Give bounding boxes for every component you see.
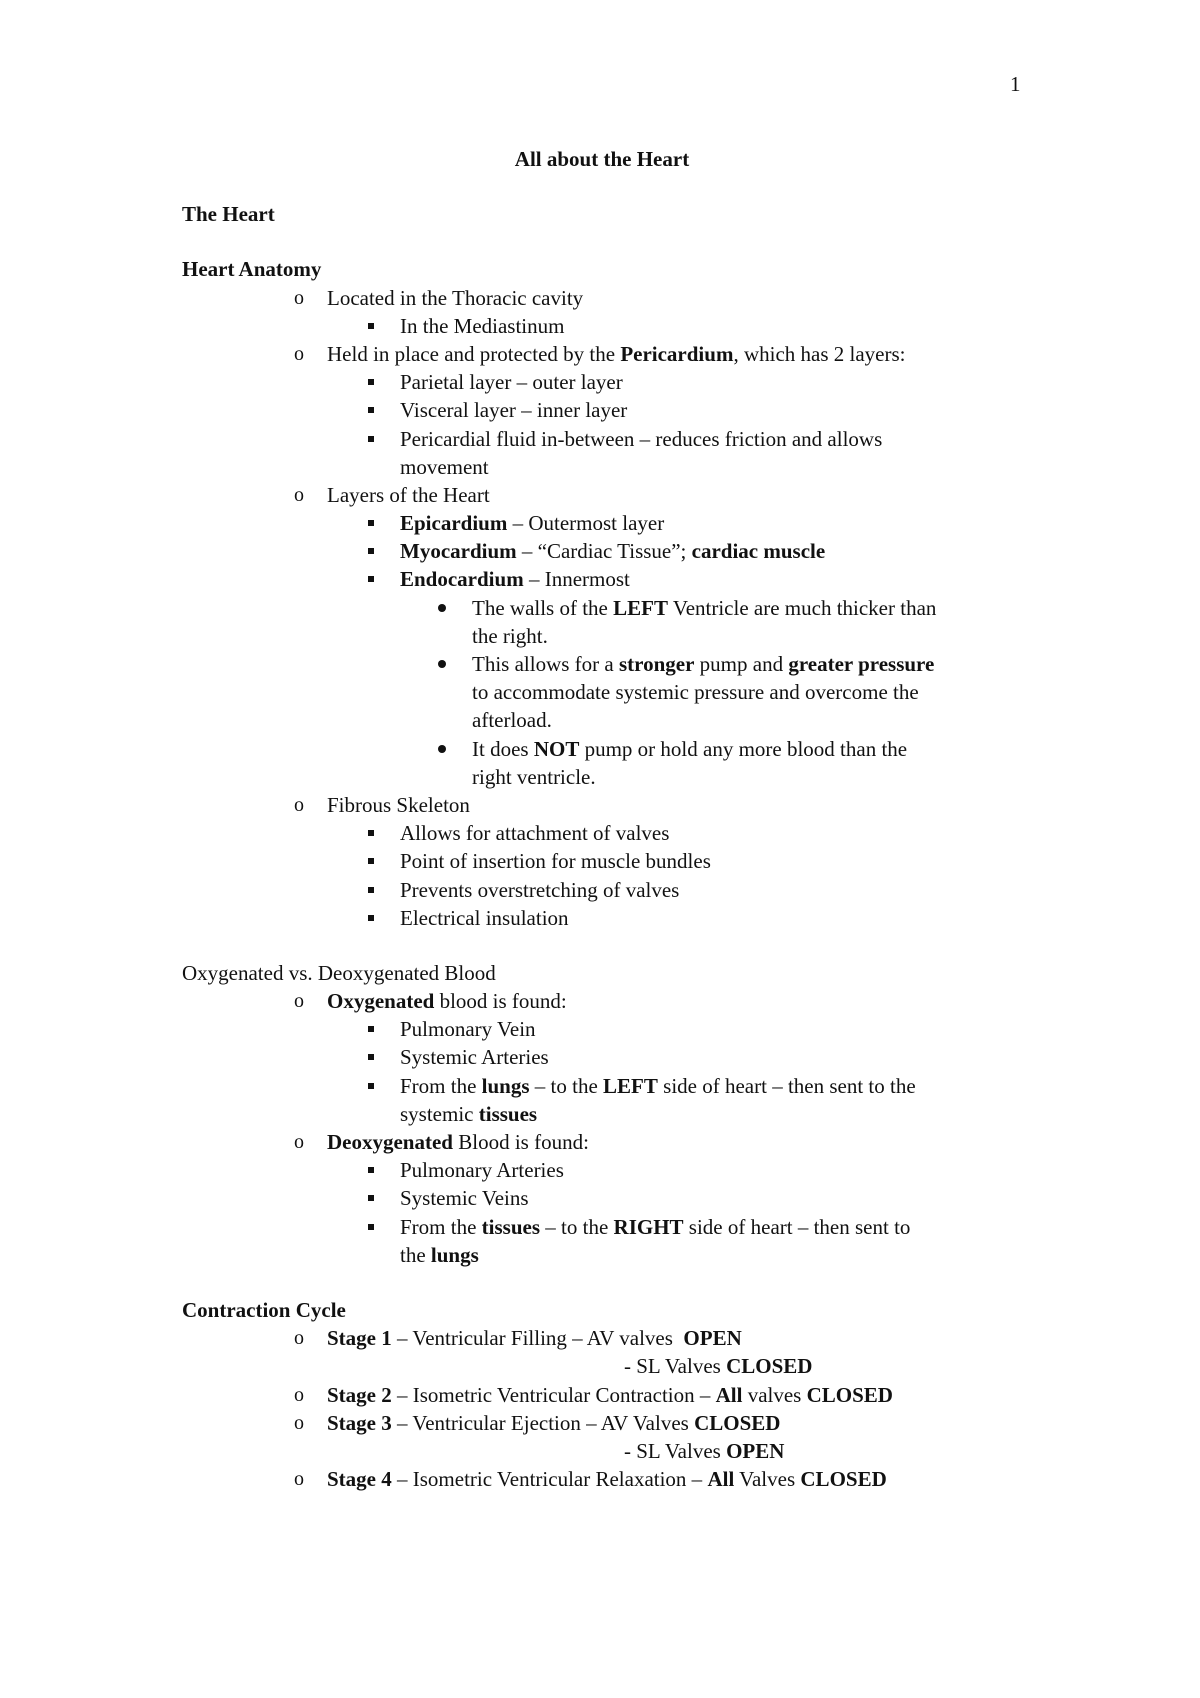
circle-bullet-icon: o: [294, 1468, 304, 1491]
list-item-text: Pulmonary Arteries: [400, 1158, 564, 1183]
round-bullet-icon: [438, 735, 446, 763]
list-item: [182, 1015, 1042, 1043]
square-bullet-icon: [368, 537, 374, 565]
list-item-text: Pericardial fluid in-between – reduces friction and allows: [400, 426, 883, 451]
document-body: [182, 145, 1042, 1493]
list-item: [182, 876, 1042, 904]
list-item: [182, 368, 1042, 396]
list-item-continuation: [182, 763, 1042, 791]
section-heading-blood: Oxygenated vs. Deoxygenated Blood: [182, 960, 496, 985]
list-item: [182, 819, 1042, 847]
list-item-text: afterload.: [472, 708, 552, 733]
circle-bullet-icon: o: [294, 1131, 304, 1153]
section-heading-contraction-cycle: Contraction Cycle: [182, 1297, 346, 1322]
list-item-text: systemic tissues: [400, 1101, 538, 1126]
list-item: [182, 1324, 1042, 1352]
circle-bullet-icon: o: [294, 990, 304, 1013]
square-bullet-icon: [368, 1156, 374, 1184]
list-item: [182, 1465, 1042, 1493]
list-item: [182, 396, 1042, 424]
list-item-continuation: [182, 706, 1042, 734]
list-item-text: Pulmonary Vein: [400, 1017, 536, 1042]
list-item-text: Stage 2 – Isometric Ventricular Contraction – All valves CLOSED: [327, 1382, 893, 1407]
list-item: [182, 1043, 1042, 1071]
list-item-text: Myocardium – “Cardiac Tissue”; cardiac muscle: [400, 539, 826, 564]
square-bullet-icon: [368, 819, 374, 847]
list-item-continuation: [182, 1352, 1042, 1380]
list-item: [182, 481, 1042, 509]
list-item: [182, 537, 1042, 565]
list-item: [182, 1156, 1042, 1184]
list-item-text: From the lungs – to the LEFT side of heart – then sent to the: [400, 1073, 916, 1098]
list-item: [182, 425, 1042, 453]
list-item: [182, 847, 1042, 875]
circle-bullet-icon: o: [294, 793, 304, 816]
list-item-text: - SL Valves CLOSED: [624, 1354, 813, 1379]
list-item-text: Stage 4 – Isometric Ventricular Relaxation – All Valves CLOSED: [327, 1467, 887, 1492]
list-item: [182, 1213, 1042, 1241]
circle-bullet-icon: o: [294, 342, 304, 365]
list-item-text: the right.: [472, 623, 548, 648]
list-item: [182, 1184, 1042, 1212]
list-item: [182, 735, 1042, 763]
page-title: All about the Heart: [514, 147, 690, 171]
list-item-text: This allows for a stronger pump and greater pressure: [472, 652, 935, 676]
list-item-text: Parietal layer – outer layer: [400, 370, 623, 395]
circle-bullet-icon: o: [294, 286, 304, 309]
list-item-text: Stage 1 – Ventricular Filling – AV valves OPEN: [327, 1326, 742, 1351]
list-item: [182, 509, 1042, 537]
list-item-text: - SL Valves OPEN: [624, 1438, 785, 1463]
square-bullet-icon: [368, 904, 374, 932]
list-item: [182, 284, 1042, 312]
list-item-continuation: [182, 1100, 1042, 1128]
square-bullet-icon: [368, 1184, 374, 1212]
square-bullet-icon: [368, 1043, 374, 1071]
list-item: [182, 650, 1042, 678]
list-item: [182, 904, 1042, 932]
list-item-text: Held in place and protected by the Pericardium, which has 2 layers:: [327, 341, 906, 366]
circle-bullet-icon: o: [294, 1411, 304, 1434]
list-item-text: movement: [400, 454, 489, 479]
list-item: [182, 987, 1042, 1015]
list-item-text: Epicardium – Outermost layer: [400, 511, 665, 536]
section-heading-the-heart: The Heart: [182, 202, 275, 227]
list-item-text: Oxygenated blood is found:: [327, 989, 567, 1014]
list-item-text: Prevents overstretching of valves: [400, 877, 680, 902]
list-item-text: The walls of the LEFT Ventricle are much thicker than: [472, 595, 937, 620]
list-item-text: Located in the Thoracic cavity: [327, 285, 584, 310]
page-number: 1: [1010, 72, 1021, 96]
list-item: [182, 340, 1042, 368]
list-item: [182, 594, 1042, 622]
list-item-continuation: [182, 453, 1042, 481]
list-item: [182, 565, 1042, 593]
list-item-text: Endocardium – Innermost: [400, 567, 630, 592]
square-bullet-icon: [368, 847, 374, 875]
list-item: [182, 1128, 1042, 1156]
list-item: [182, 1409, 1042, 1437]
square-bullet-icon: [368, 1015, 374, 1043]
square-bullet-icon: [368, 425, 374, 453]
list-item-text: In the Mediastinum: [400, 313, 565, 338]
circle-bullet-icon: o: [294, 1327, 304, 1350]
circle-bullet-icon: o: [294, 1383, 304, 1406]
list-item: [182, 1072, 1042, 1100]
list-item-text: Systemic Arteries: [400, 1045, 549, 1070]
section-heading-heart-anatomy: Heart Anatomy: [182, 257, 322, 282]
circle-bullet-icon: o: [294, 483, 304, 506]
list-item-text: Allows for attachment of valves: [400, 821, 670, 846]
square-bullet-icon: [368, 1213, 374, 1241]
list-item-text: Layers of the Heart: [327, 482, 490, 507]
square-bullet-icon: [368, 509, 374, 537]
list-item-text: the lungs: [400, 1242, 479, 1267]
list-item-continuation: [182, 678, 1042, 706]
list-item-text: Systemic Veins: [400, 1186, 529, 1211]
square-bullet-icon: [368, 368, 374, 396]
round-bullet-icon: [438, 594, 446, 622]
list-item-text: Visceral layer – inner layer: [400, 398, 628, 423]
square-bullet-icon: [368, 312, 374, 340]
round-bullet-icon: [438, 650, 446, 678]
list-item-text: right ventricle.: [472, 764, 596, 789]
list-item-continuation: [182, 1241, 1042, 1269]
square-bullet-icon: [368, 396, 374, 424]
list-item: [182, 791, 1042, 819]
list-item-text: It does NOT pump or hold any more blood than the: [472, 736, 908, 761]
list-item-text: From the tissues – to the RIGHT side of heart – then sent to: [400, 1214, 911, 1239]
square-bullet-icon: [368, 565, 374, 593]
list-item-text: Stage 3 – Ventricular Ejection – AV Valves CLOSED: [327, 1410, 781, 1435]
list-item-text: Point of insertion for muscle bundles: [400, 849, 711, 874]
list-item-text: Fibrous Skeleton: [327, 792, 470, 817]
list-item: [182, 1381, 1042, 1409]
square-bullet-icon: [368, 1072, 374, 1100]
list-item-text: to accommodate systemic pressure and overcome the: [472, 680, 919, 705]
list-item-continuation: [182, 622, 1042, 650]
list-item-continuation: [182, 1437, 1042, 1465]
square-bullet-icon: [368, 876, 374, 904]
list-item-text: Deoxygenated Blood is found:: [327, 1130, 589, 1154]
list-item-text: Electrical insulation: [400, 905, 569, 930]
list-item: [182, 312, 1042, 340]
